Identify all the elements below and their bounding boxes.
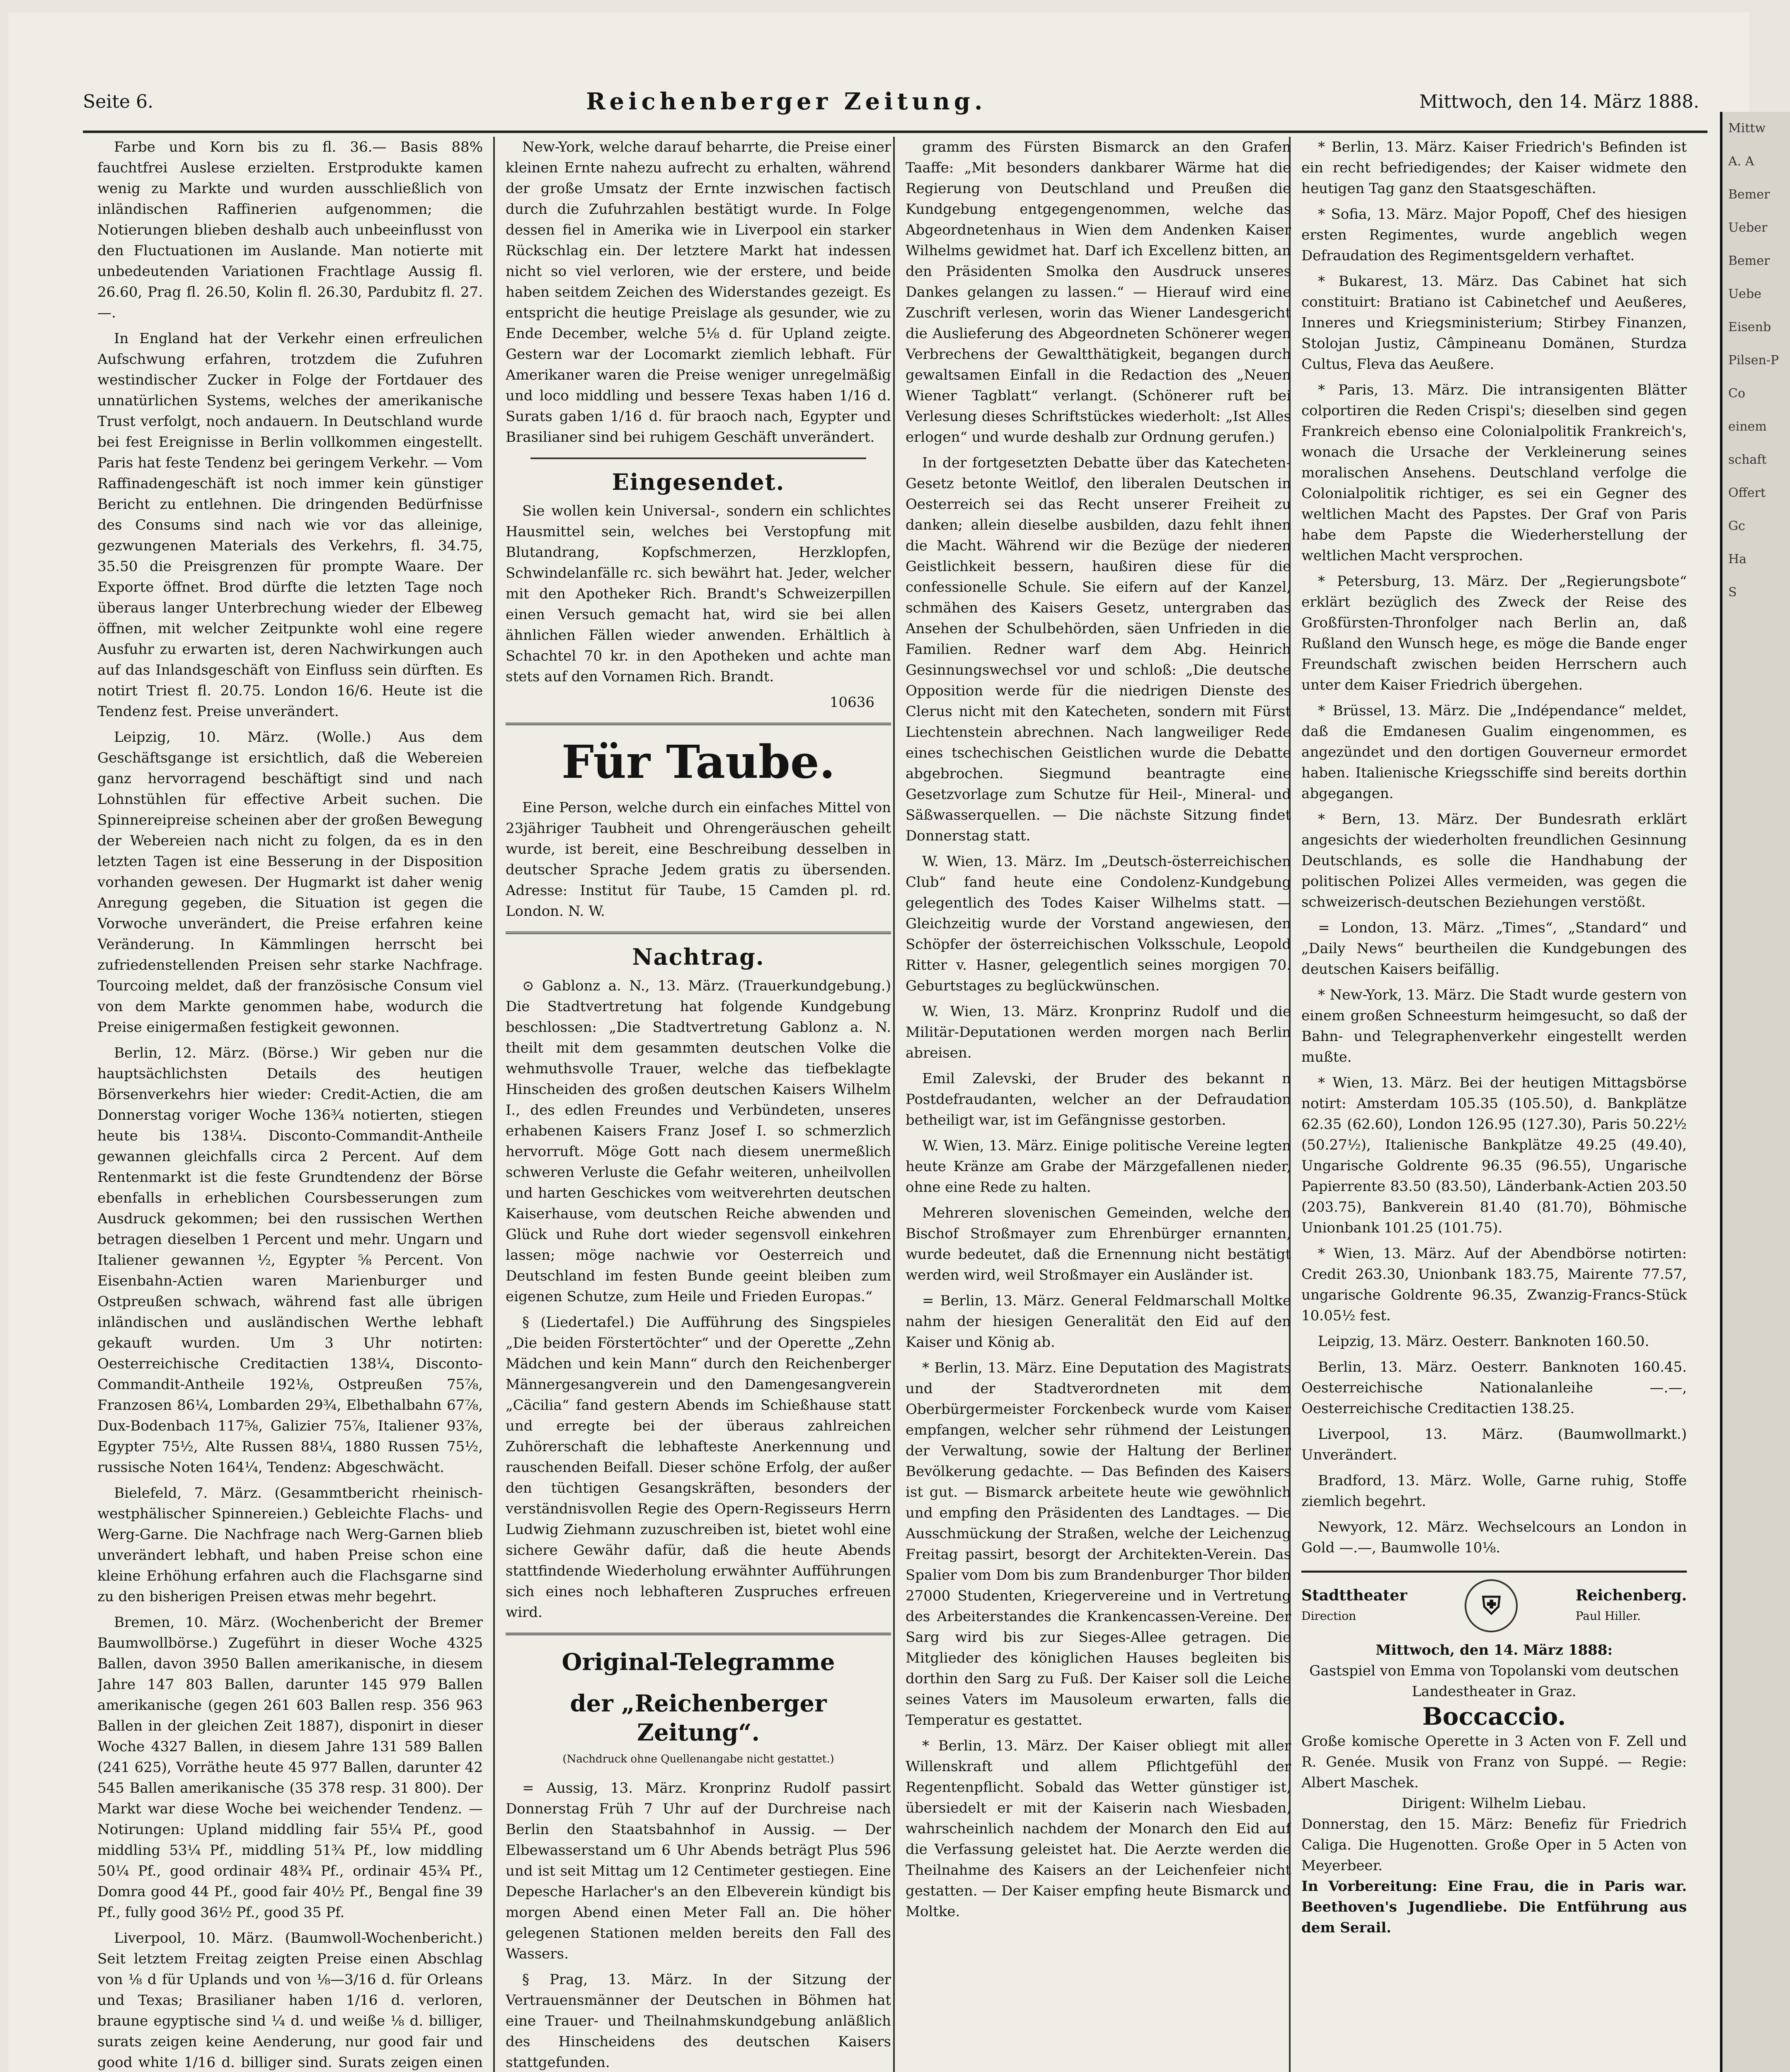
column-2	[506, 137, 891, 2072]
taube-heading: Für Taube.	[561, 735, 836, 789]
page-header	[83, 79, 1699, 124]
fragment-text: Uebe	[1728, 287, 1761, 301]
column-divider	[893, 137, 895, 2072]
telegram-paragraph: * Sofia, 13. März. Major Popoff, Chef des hiesigen ersten Regimentes, wurde angeblich wegen Defraudation des Regimentsgeldern verhaftet.	[1301, 206, 1687, 264]
nachtrag-heading: Nachtrag.	[632, 944, 765, 970]
article-paragraph: In England hat der Verkehr einen erfreulichen Aufschwung erfahren, trotzdem die Zufuhren westindischer Zucker in Folge der Fortdauer des unnatürlichen Systems, welches der amerikanische Trust verfolgt, noch andauern. In Deutschland wurde bei fest Ereignisse in Berlin vollkommen eingestellt. Paris hat feste Tendenz bei geringem Verkehr. — Vom Raffinadengeschäft ist noch immer kein günstiger Bericht zu entlehnen. Die dringenden Bedürfnisse des Consums sind nach wie vor das alleinige, gezwungenen Materials des Verkehrs, fl. 34.75, 35.50 die Preisgrenzen für prompte Waare. Der Exporte öffnet. Brod dürfte die letzten Tage noch überaus langer Unterbrechung wieder der Elbeweg öffnen, mit welcher Zeitpunkte wohl eine regere Ausfuhr zu erwarten ist, deren Nachwirkungen auch auf das Inlandsgeschäft von Einfluss sein dürften. Es notirt Triest fl. 20.75. London 16/6. Heute ist die Tendenz fest. Preise unverändert.	[97, 330, 483, 720]
section-divider	[506, 1633, 891, 1635]
theater-name: Stadttheater	[1301, 1587, 1407, 1604]
telegram-paragraph: * Petersburg, 13. März. Der „Regierungsbote“ erklärt bezüglich des Zweck der Reise des Großfürsten-Thronfolger nach Berlin an, daß Rußland den Wunsch hege, es möge die Bande enger Freundschaft zwischen beiden Herrschern auch unter dem Kaiser Friedrich übergehen.	[1301, 573, 1687, 693]
advertisement-text: Eine Person, welche durch ein einfaches Mittel von 23jähriger Taubheit und Ohrengeräuschen geheilt wurde, ist bereit, eine Beschreibung desselben in deutscher Sprache Jedem gratis zu übersenden. Adresse: Institut für Taube, 15 Camden pl. rd. London. N. W.	[506, 799, 891, 920]
section-divider	[530, 457, 866, 459]
telegram-subheading: der „Reichenberger Zeitung“.	[570, 1690, 827, 1746]
page-number: Seite 6.	[83, 91, 153, 112]
adjacent-page-edge	[1720, 112, 1790, 2072]
header-rule	[83, 131, 1708, 133]
fragment-text: Offert	[1728, 486, 1766, 500]
market-report: Liverpool, 13. März. (Baumwollmarkt.) Unverändert.	[1301, 1426, 1687, 1463]
reprint-note: (Nachdruck ohne Quellenangabe nicht gestattet.)	[562, 1753, 834, 1765]
advertisement-text: Sie wollen kein Universal-, sondern ein schlichtes Hausmittel sein, welches bei Verstopfung mit Blutandrang, Kopfschmerzen, Herzklopfen, Schwindelanfälle rc. sich bewährt hat. Jeder, welcher mit den Apotheker Rich. Brandt's Schweizerpillen einen Versuch gemacht hat, wird sie bei allen ähnlichen Fällen wieder anwenden. Erhältlich à Schachtel 70 kr. in den Apotheken und achte man stets auf den Vornamen Rich. Brandt.	[506, 503, 891, 685]
article-paragraph: Bremen, 10. März. (Wochenbericht der Bremer Baumwollbörse.) Zugeführt in dieser Woche 4325 Ballen, davon 3950 Ballen amerikanische, in diesem Jahre 147 803 Ballen, darunter 145 979 Ballen amerikanische (gegen 261 603 Ballen resp. 356 963 Ballen in der gleichen Zeit 1887), disponirt in dieser Woche 4327 Ballen, in diesem Jahre 131 589 Ballen (241 625), Vorräthe heute 45 977 Ballen, darunter 42 545 Ballen amerikanische (35 378 resp. 31 800). Der Markt war diese Woche bei weichender Tendenz. — Notirungen: Upland middling fair 55¼ Pf., good middling 53¼ Pf., middling 51¾ Pf., low middling 50¼ Pf., good ordinair 48¾ Pf., ordinair 45¾ Pf., Domra good 44 Pf., good fair 40½ Pf., Bengal fine 39 Pf., fully good 36½ Pf., good 35 Pf.	[97, 1614, 483, 1921]
telegram-paragraph: * Paris, 13. März. Die intransigenten Blätter colportiren die Reden Crispi's; dieselben sind gegen Frankreich ebenso eine Colonialpolitik Frankreich's, wonach die Ursache der Verkleinerung seines moralischen Ansehens. Deutschland verfolge die Colonialpolitik richtiger, es sei ein Gegner des weltlichen Macht des Papstes. Der Graf von Paris habe dem Papste die Wiederherstellung der weltlichen Macht versprochen.	[1301, 382, 1687, 564]
section-divider	[506, 932, 891, 934]
opera-conductor: Dirigent: Wilhelm Liebau.	[1402, 1795, 1587, 1812]
theater-direction-label: Direction	[1301, 1609, 1356, 1623]
market-report: * Wien, 13. März. Bei der heutigen Mittagsbörse notirt: Amsterdam 105.35 (105.50), d. Bankplätze 62.35 (62.60), London 126.95 (127.30), Paris 50.22½ (50.27½), Italienische Bankplätze 49.25 (49.40), Ungarische Goldrente 96.35 (96.55), Ungarische Papierrente 83.50 (83.50), Länderbank-Actien 203.50 (203.75), Bankverein 81.40 (81.70), Böhmische Unionbank 101.25 (101.75).	[1301, 1075, 1687, 1236]
market-report: Leipzig, 13. März. Oesterr. Banknoten 160.50.	[1318, 1333, 1650, 1350]
article-paragraph: New-York, welche darauf beharrte, die Preise einer kleinen Ernte nahezu aufrecht zu erhalten, während der große Umsatz der Ernte inzwischen factisch durch die Zufuhrzahlen bestätigt wurde. In Folge dessen fiel in Amerika wie in Liverpool ein starker Rückschlag ein. Der letztere Markt hat indessen nicht so viel verloren, wie der erstere, und beide haben seitdem Zeichen des Widerstandes gezeigt. Es entspricht die heutige Preislage als gesunder, wie zu Ende December, welche 5⅛ d. für Upland zeigte. Gestern war der Locomarkt ziemlich lebhaft. Für Amerikaner waren die Preise weniger unregelmäßig und loco middling und bessere Texas haben 1/16 d. Surats gaben 1/16 d. für braoch nach, Egypter und Brasilianer sind bei ruhigem Geschäft unverändert.	[506, 139, 891, 445]
market-report: Newyork, 12. März. Wechselcours an London in Gold —.—, Baumwolle 10⅛.	[1301, 1519, 1687, 1556]
advertisement-ref: 10636	[829, 694, 874, 711]
article-paragraph: Leipzig, 10. März. (Wolle.) Aus dem Geschäftsgange ist ersichtlich, daß die Webereien ganz hervorragend beschäftigt sind und nach Lohnstühlen für effective Arbeit suchen. Die Spinnereipreise scheinen aber der großen Bewegung der Webereien nach nicht zu folgen, da es in den letzten Tagen ist eine Besserung in der Disposition vorhanden gewesen. Der Hugmarkt ist daher wenig Anregung gegeben, die Situation ist gegen die Vorwoche unverändert, die Preise erfahren keine Veränderung. In Kämmlingen herrscht bei zufriedenstellenden Preisen sehr starke Nachfrage. Tourcoing meldet, daß der französische Consum viel von dem Markte genommen habe, wodurch die Preise einigermaßen festigkeit gewonnen.	[97, 729, 483, 1036]
fragment-text: Gc	[1728, 519, 1745, 533]
article-paragraph: Bielefeld, 7. März. (Gesammtbericht rheinisch-westphälischer Spinnereien.) Gebleichte Flachs- und Werg-Garne. Die Nachfrage nach Werg-Garnen blieb unverändert lebhaft, und haben Preise schon eine kleine Erhöhung erfahren auch die Flachsgarne sind zu den bisherigen Preisen etwas mehr begehrt.	[97, 1485, 483, 1605]
telegram-paragraph: W. Wien, 13. März. Kronprinz Rudolf und die Militär-Deputationen werden morgen nach Berlin abreisen.	[906, 1003, 1291, 1061]
fragment-text: A. A	[1728, 154, 1754, 169]
newspaper-page	[8, 12, 1779, 2072]
telegram-paragraph: * Bukarest, 13. März. Das Cabinet hat sich constituirt: Bratiano ist Cabinetchef und Aeußeres, Inneres und Kriegsministerium; Stirbey Finanzen, Stolojan Justiz, Câmpineanu Domänen, Sturdza Cultus, Fleva das Aeußere.	[1301, 273, 1687, 373]
market-report: * Wien, 13. März. Auf der Abendbörse notirten: Credit 263.30, Unionbank 183.75, Mairente 77.57, ungarische Goldrente 96.35, Zwanzig-Francs-Stück 10.05½ fest.	[1301, 1245, 1687, 1324]
telegram-paragraph: * Berlin, 13. März. Der Kaiser obliegt mit aller Willenskraft und allem Pflichtgefühl der Regentenpflicht. Sobald das Wetter günstiger ist, übersiedelt er mit der Kaiserin nach Wiesbaden, wahrscheinlich nachdem der Monarch den Eid auf die Verfassung geleistet hat. Die Aerzte werden die Theilnahme des Kaisers an der Leichenfeier nicht gestatten. — Der Kaiser empfing heute Bismarck und Moltke.	[906, 1738, 1291, 1920]
telegram-paragraph: Emil Zalevski, der Bruder des bekannt n Postdefraudanten, welcher an der Defraudation betheiligt war, ist im Gefängnisse gestorben.	[906, 1070, 1291, 1128]
telegram-paragraph: § Prag, 13. März. In der Sitzung der Vertrauensmänner der Deutschen in Böhmen hat eine Trauer- und Theilnahmskundgebung anläßlich des Hinscheidens des deutschen Kaisers stattgefunden.	[506, 1971, 891, 2071]
article-paragraph: Berlin, 12. März. (Börse.) Wir geben nur die hauptsächlichsten Details des heutigen Börsenverkehrs hier wieder: Credit-Actien, die am Donnerstag voriger Woche 136¾ notierten, stiegen heute bis 138¼. Disconto-Commandit-Antheile gewannen gleichfalls circa 2 Percent. Auf dem Rentenmarkt ist die feste Grundtendenz der Börse ebenfalls in erheblichen Coursbesserungen zum Ausdruck gekommen; bei den russischen Werthen betragen dieselben 1 Percent und mehr. Ungarn und Italiener gewannen ½, Egypter ⅝ Percent. Von Eisenbahn-Actien waren Marienburger und Ostpreußen schwach, während fast alle übrigen inländischen und ausländischen Werthe lebhaft gekauft wurden. Um 3 Uhr notirten: Oesterreichische Creditactien 138¼, Disconto-Commandit-Antheile 192⅛, Ostpreußen 75⅞, Franzosen 86¼, Lombarden 29¾, Elbethalbahn 67⅞, Dux-Bodenbach 117⅝, Galizier 75⅞, Italiener 93⅞, Egypter 75½, Alte Russen 88¼, 1880 Russen 75½, russische Noten 164¼, Tendenz: Abgeschwächt.	[97, 1045, 483, 1476]
article-paragraph: Liverpool, 10. März. (Baumwoll-Wochenbericht.) Seit letztem Freitag zeigten Preise einen Abschlag von ⅛ d für Uplands und von ⅛—3/16 d. für Orleans und Texas; Brasilianer haben 1/16 d. verloren, braune egyptische sind ¼ d. und weiße ⅛ d. billiger, surats zeigen keine Aenderung, nur good fair und good white 1/16 d. billiger sind. Surats zeigen einen	[97, 1930, 483, 2071]
telegram-paragraph: gramm des Fürsten Bismarck an den Grafen Taaffe: „Mit besonders dankbarer Wärme hat die Regierung von Deutschland und Preußen die Kundgebung entgegengenommen, welche das Abgeordnetenhaus in Wien dem Andenken Kaiser Wilhelms gewidmet hat. Darf ich Excellenz bitten, an den Präsidenten Smolka den Ausdruck unseres Dankes gelangen zu lassen.“ — Hierauf wird eine Zuschrift verlesen, worin das Wiener Landesgericht die Auslieferung des Abgeordneten Schönerer wegen Verbrechens der Gewaltthätigkeit, begangen durch gewaltsamen Einfall in die Redaction des „Neuen Wiener Tagblatt“ verlangt. (Schönerer ruft bei Verlesung dieses Schriftstückes wiederholt: „Ist Alles erlogen“ und wurde deshalb zur Ordnung gerufen.)	[906, 139, 1291, 445]
article-paragraph: § (Liedertafel.) Die Aufführung des Singspieles „Die beiden Förstertöchter“ und der Operette „Zehn Mädchen und kein Mann“ durch den Reichenberger Männergesangverein und den Damengesangverein „Cäcilia“ fand gestern Abends im Schießhause statt und erregte bei der überaus zahlreichen Zuhörerschaft die lebhafteste Anerkennung und rauschenden Beifall. Dieser schöne Erfolg, der außer den tüchtigen Gesangskräften, besonders der verständnisvollen Regie des Opern-Regisseurs Herrn Ludwig Ziehmann zuzuschreiben ist, bietet wohl eine sichere Gewähr dafür, daß die heute Abends stattfindende Wiederholung erwähnter Aufführungen sich eines noch lebhafteren Zuspruches erfreuen wird.	[506, 1314, 891, 1621]
section-divider	[506, 723, 891, 725]
telegram-paragraph: = London, 13. März. „Times“, „Standard“ und „Daily News“ beurtheilen die Kundgebungen des deutschen Kaisers beifällig.	[1301, 920, 1687, 978]
fragment-text: Bemer	[1728, 254, 1770, 268]
telegram-paragraph: * Bern, 13. März. Der Bundesrath erklärt angesichts der wiederholten freundlichen Gesinnung Deutschlands, es solle die Handhabung der politischen Polizei Alles vermeiden, was gegen die schweizerisch-deutschen Beziehungen verstößt.	[1301, 811, 1687, 910]
upcoming-performances: In Vorbereitung: Eine Frau, die in Paris war. Beethoven's Jugendliebe. Die Entführung aus dem Serail.	[1301, 1878, 1687, 1936]
theater-city: Reichenberg.	[1575, 1587, 1687, 1604]
fragment-text: schaft	[1728, 453, 1767, 467]
fragment-text: Bemer	[1728, 187, 1770, 202]
eingesendet-heading: Eingesendet.	[612, 469, 785, 495]
theater-announcement	[1301, 1571, 1687, 1938]
column-divider	[493, 137, 495, 2072]
telegram-paragraph: * New-York, 13. März. Die Stadt wurde gestern von einem großen Schneesturm heimgesucht, so daß der Bahn- und Telegraphenverkehr eingestellt werden mußte.	[1301, 987, 1687, 1065]
fragment-text: Eisenb	[1728, 320, 1771, 334]
issue-date: Mittwoch, den 14. März 1888.	[1419, 91, 1699, 112]
telegram-paragraph: W. Wien, 13. März. Im „Deutsch-österreichischen Club“ fand heute eine Condolenz-Kundgebung gelegentlich des Todes Kaiser Wilhelms statt. — Gleichzeitig wurde der Vorstand angewiesen, den Schöpfer der österreichischen Volksschule, Leopold Ritter v. Hasner, gelegentlich seines morgigen 70. Geburtstages zu beglückwünschen.	[906, 853, 1291, 994]
market-report: Berlin, 13. März. Oesterr. Banknoten 160.45. Oesterreichische Nationalanleihe —.—, Oesterreichische Creditactien 138.25.	[1301, 1359, 1687, 1417]
telegram-paragraph: * Berlin, 13. März. Eine Deputation des Magistrats und der Stadtverordneten mit dem Oberbürgermeister Forckenbeck wurde vom Kaiser empfangen, welcher sehr rühmend der Leistungen der Verwaltung, sowie der Haltung der Berliner Bevölkerung gedachte. — Das Befinden des Kaisers ist gut. — Bismarck arbeitete heute wie gewöhnlich und empfing den Präsidenten des Landtages. — Die Ausschmückung der Straßen, welche der Leichenzug Freitag passirt, besorgt der Architekten-Verein. Das Spalier vom Dom bis zum Brandenburger Thor bilden 27000 Studenten, Kriegervereine und in Vertretung des Arbeiterstandes die Krankencassen-Vereine. Der Sarg wird bis zur Sieges-Allee getragen. Die Mitglieder des königlichen Hauses begleiten bis dorthin den Sarg zu Fuß. Der Kaiser soll die Leiche seines Vaters im Mausoleum erwarten, falls die Temperatur es gestattet.	[906, 1360, 1291, 1728]
city-crest-icon: ⛨	[1465, 1579, 1518, 1632]
fragment-text: S	[1728, 585, 1737, 600]
opera-description: Große komische Operette in 3 Acten von F. Zell und R. Genée. Musik von Franz von Suppé. — Regie: Albert Maschek.	[1301, 1733, 1687, 1791]
fragment-text: Mittw	[1728, 121, 1766, 136]
guest-performance: Gastspiel von Emma von Topolanski vom deutschen Landestheater in Graz.	[1309, 1663, 1679, 1700]
fragment-text: Ha	[1728, 552, 1747, 566]
theater-header	[1301, 1579, 1687, 1632]
fragment-text: Co	[1728, 386, 1746, 401]
fragment-text: Pilsen-P	[1728, 353, 1779, 368]
next-performance: Donnerstag, den 15. März: Benefiz für Friedrich Caliga. Die Hugenotten. Große Oper in 5 Acten von Meyerbeer.	[1301, 1816, 1687, 1874]
article-paragraph: Farbe und Korn bis zu fl. 36.— Basis 88% fauchtfrei Auslese erzielten. Erstprodukte kamen wenig zu Markte und wurden ausschließlich von inländischen Raffinerien aufgenommen; die Notierungen blieben deshalb auch unbeeinflusst von den Fluctuationen im Auslande. Man notierte mit unbedeutenden Variationen Frachtlage Aussig fl. 26.60, Prag fl. 26.50, Kolin fl. 26.30, Pardubitz fl. 27.—.	[97, 139, 483, 321]
fragment-text: einem	[1728, 419, 1767, 434]
telegram-paragraph: = Aussig, 13. März. Kronprinz Rudolf passirt Donnerstag Früh 7 Uhr auf der Durchreise nach Berlin den Staatsbahnhof in Aussig. — Der Elbewasserstand um 6 Uhr Abends beträgt Plus 596 und ist seit Mittag um 12 Centimeter gestiegen. Eine Depesche Harlacher's an den Elbeverein kündigt bis morgen Abend einen Meter Fall an. Die höher gelegenen Stationen melden bereits den Fall des Wassers.	[506, 1780, 891, 1962]
column-3	[906, 137, 1291, 2072]
opera-title: Boccaccio.	[1422, 1702, 1566, 1731]
column-4	[1301, 137, 1687, 2072]
telegram-paragraph: * Berlin, 13. März. Kaiser Friedrich's Befinden ist ein recht befriedigendes; der Kaiser widmete den heutigen Tag ganz den Staatsgeschäften.	[1301, 139, 1687, 197]
fragment-text: Ueber	[1728, 220, 1768, 235]
telegram-paragraph: Mehreren slovenischen Gemeinden, welche den Bischof Stroßmayer zum Ehrenbürger ernannten, wurde bedeutet, daß die Ernennung nicht bestätigt werden wird, weil Stroßmayer ein Ausländer ist.	[906, 1205, 1291, 1283]
column-1	[97, 137, 483, 2072]
telegram-paragraph: In der fortgesetzten Debatte über das Katecheten-Gesetz betonte Weitlof, den liberalen Deutschen in Oesterreich sei das Recht unserer Freiheit zu danken; allein dieselbe ausbilden, dazu fehlt ihnen die Macht. Während wir die Bezüge der niederen Geistlichkeit bessern, haußiren diese für die confessionelle Schule. Sie eifern auf der Kanzel, schmähen des Kaisers Gesetz, untergraben das Ansehen der Schulbehörden, säen Unfrieden in die Familien. Redner warf dem Abg. Heinrich Gesinnungswechsel vor und schloß: „Die deutsche Opposition werde für die niedrigen Dienste des Clerus nicht mit den Katecheten, sondern mit Fürst Liechtenstein abrechnen. Nach langweiliger Rede eines tschechischen Geistlichen wurde die Debatte abgebrochen. Siegmund beantragte eine Gesetzvorlage zum Schutze für Heil-, Mineral- und Säßwasserquellen. — Die nächste Sitzung findet Donnerstag statt.	[906, 455, 1291, 844]
telegram-heading: Original-Telegramme	[562, 1648, 835, 1676]
telegram-paragraph: W. Wien, 13. März. Einige politische Vereine legten heute Kränze am Grabe der Märzgefallenen nieder, ohne eine Rede zu halten.	[906, 1138, 1291, 1196]
performance-date: Mittwoch, den 14. März 1888:	[1376, 1642, 1613, 1658]
telegram-paragraph: * Brüssel, 13. März. Die „Indépendance“ meldet, daß die Emdanesen Gualim eingenommen, es angezündet und den dortigen Gouverneur ermordet haben. Italienische Kriegsschiffe sind bereits dorthin abgegangen.	[1301, 702, 1687, 802]
telegram-paragraph: = Berlin, 13. März. General Feldmarschall Moltke nahm der hiesigen Generalität den Eid auf den Kaiser und König ab.	[906, 1293, 1291, 1351]
article-paragraph: ⊙ Gablonz a. N., 13. März. (Trauerkundgebung.) Die Stadtvertretung hat folgende Kundgebung beschlossen: „Die Stadtvertretung Gablonz a. N. theilt mit dem gesammten deutschen Volke die wehmuthsvolle Trauer, welche das tiefbeklagte Hinscheiden des großen deutschen Kaisers Wilhelm I., des edlen Freundes und Verbündeten, unseres erhabenen Kaisers Franz Josef I. so schmerzlich hervorruft. Möge Gott nach diesem unermeßlich schweren Verluste die Gefahr weiteren, unheilvollen und harten Geschickes vom weitverehrten deutschen Kaiserhause, vom deutschen Reiche abwenden und Glück und Ruhe dort wieder segensvoll einkehren lassen; möge nachwie vor Oesterreich und Deutschland im festen Bunde geeint bleiben zum eigenen Schutze, zum Heile und Frieden Europas.“	[506, 978, 891, 1305]
theater-director: Paul Hiller.	[1575, 1609, 1641, 1623]
newspaper-title: Reichenberger Zeitung.	[586, 88, 987, 115]
market-report: Bradford, 13. März. Wolle, Garne ruhig, Stoffe ziemlich begehrt.	[1301, 1472, 1687, 1510]
